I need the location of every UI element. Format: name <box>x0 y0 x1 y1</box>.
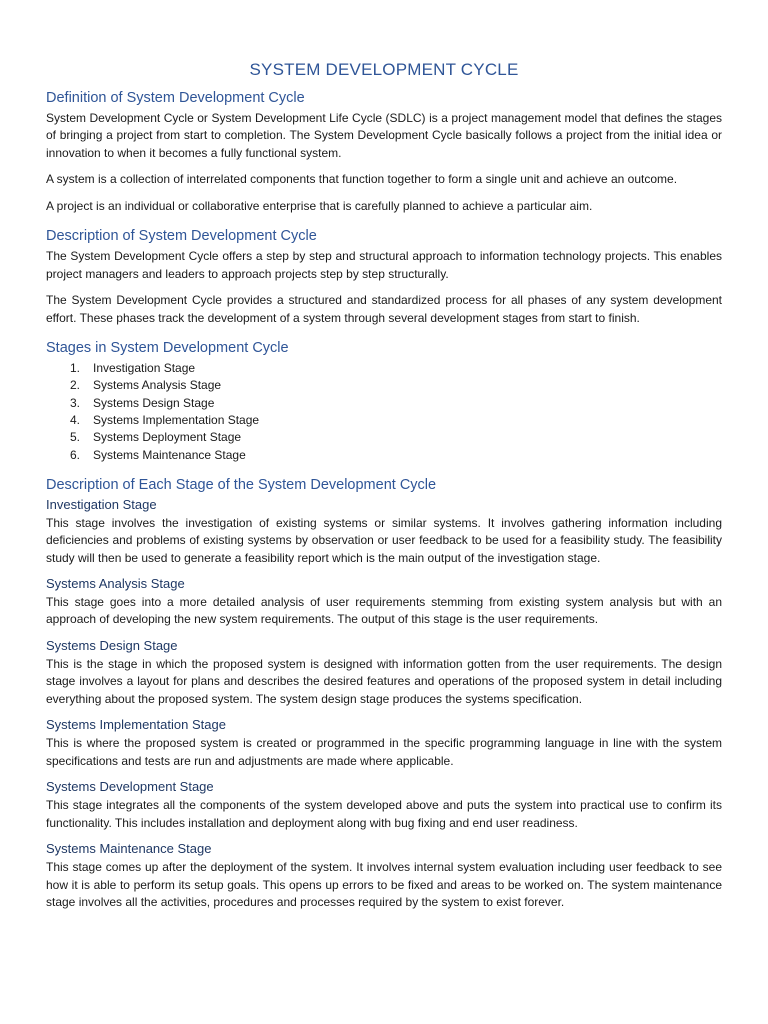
stage-text: This stage involves the investigation of existing systems or similar systems. It involves gathering information including deficiencies and problems of existing systems by observation or user feedback to be used for a feasibility study. The feasibility study will then be used to generate a feasibility report which is the main output of the investigation stage. <box>46 515 722 565</box>
stage-description <box>46 576 722 629</box>
list-label: Systems Analysis Stage <box>93 378 222 393</box>
list-item <box>70 429 722 446</box>
stage-title: Investigation Stage <box>46 496 157 512</box>
stage-description <box>46 638 722 708</box>
stages-heading: Stages in System Development Cycle <box>46 340 289 357</box>
list-item <box>70 377 722 394</box>
stage-title: Systems Development Stage <box>46 779 214 795</box>
definition-paragraph: A system is a collection of interrelated components that function together to form a single unit and achieve an outcome. <box>46 172 678 187</box>
stage-title: Systems Analysis Stage <box>46 576 185 592</box>
each-stage-heading: Description of Each Stage of the System Development Cycle <box>46 476 437 493</box>
list-item <box>70 447 722 464</box>
stage-title: Systems Implementation Stage <box>46 717 226 733</box>
list-label: Systems Implementation Stage <box>93 412 260 427</box>
list-number: 6. <box>70 447 81 462</box>
list-item <box>70 412 722 429</box>
stage-text: This is the stage in which the proposed system is designed with information gotten from the user requirements. The design stage involves a layout for plans and describes the desired features and operations of the proposed system in detail including everything about the proposed system. The system design stage produces the systems specification. <box>46 656 722 706</box>
description-paragraph: The System Development Cycle provides a structured and standardized process for all phases of any system development effort. These phases track the development of a system through several development stages from start to finish. <box>46 293 722 325</box>
stage-title: Systems Design Stage <box>46 637 178 653</box>
list-item <box>70 395 722 412</box>
description-heading: Description of System Development Cycle <box>46 228 317 245</box>
stage-text: This stage goes into a more detailed analysis of user requirements stemming from existing system analysis but with an approach of developing the new system requirements. The output of this stage is the user requirements. <box>46 594 722 627</box>
stage-description <box>46 779 722 832</box>
description-paragraph: The System Development Cycle offers a step by step and structural approach to information technology projects. This enables project managers and leaders to approach projects step by step structurally. <box>46 249 722 281</box>
list-item <box>70 360 722 377</box>
stage-text: This stage integrates all the components of the system developed above and puts the system into practical use to confirm its functionality. This includes installation and deployment along with bug fixing and end user readiness. <box>46 798 722 830</box>
list-label: Investigation Stage <box>93 361 196 376</box>
list-label: Systems Design Stage <box>93 395 215 410</box>
list-number: 5. <box>70 430 81 445</box>
stage-text: This stage comes up after the deployment of the system. It involves internal system evaluation including user feedback to see how it is able to perform its setup goals. This opens up errors to be fixed and areas to be worked on. The system maintenance stage involves all the activities, procedures and processes required by the system to exist forever. <box>46 860 722 909</box>
each-stage-section <box>46 476 722 912</box>
stage-description <box>46 497 722 567</box>
stages-list <box>46 360 722 464</box>
document-title: SYSTEM DEVELOPMENT CYCLE <box>249 60 519 79</box>
list-label: Systems Maintenance Stage <box>93 447 246 462</box>
definition-section <box>46 89 722 215</box>
list-number: 3. <box>70 395 81 410</box>
list-number: 4. <box>70 412 81 427</box>
list-number: 2. <box>70 378 81 393</box>
list-label: Systems Deployment Stage <box>93 430 242 445</box>
stage-description <box>46 841 722 911</box>
definition-heading: Definition of System Development Cycle <box>46 90 305 106</box>
definition-paragraph: A project is an individual or collaborative enterprise that is carefully planned to achieve a particular aim. <box>46 198 593 213</box>
stage-text: This is where the proposed system is created or programmed in the specific programming language in line with the system specifications and tests are run and adjustments are made where applicable. <box>46 736 722 768</box>
definition-paragraph: System Development Cycle or System Development Life Cycle (SDLC) is a project management model that defines the stages of bringing a project from start to completion. The System Development Cycle basically follows a project from the initial idea or innovation to when it becomes a fully functional system. <box>46 110 722 160</box>
stage-title: Systems Maintenance Stage <box>46 841 212 857</box>
list-number: 1. <box>70 361 81 376</box>
stage-description <box>46 717 722 770</box>
stages-section <box>46 339 722 464</box>
description-section <box>46 227 722 327</box>
